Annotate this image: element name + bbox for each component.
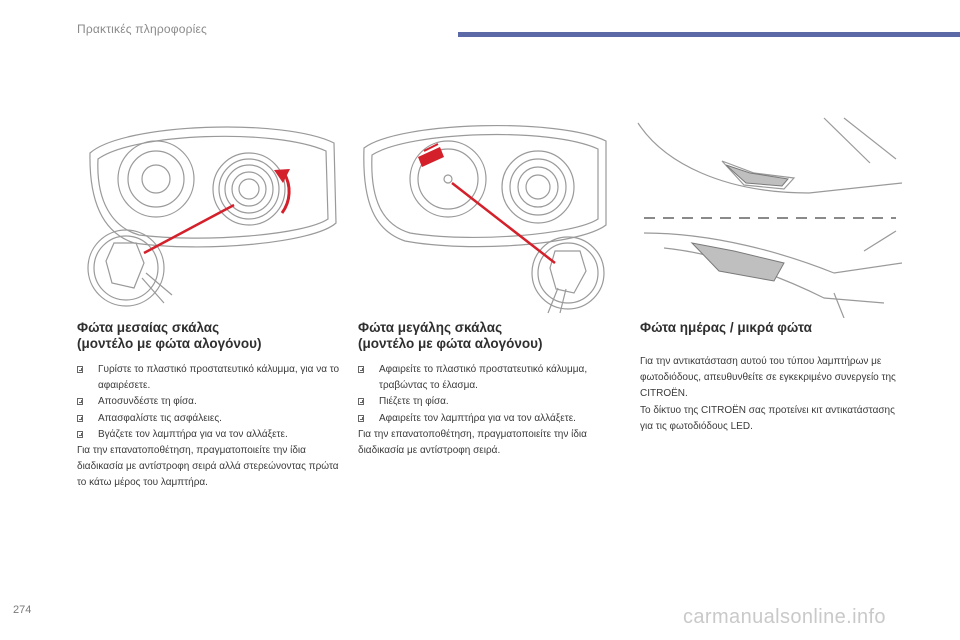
checkbox-icon [77,366,83,373]
checkbox-icon [77,415,83,422]
watermark: carmanualsonline.info [683,606,886,628]
section-title [358,320,613,352]
section-title-line1: Φώτα μεγάλης σκάλας [358,320,503,335]
checkbox-icon [358,415,364,422]
low-beam-headlamp-drawing [84,113,339,318]
checkbox-icon [358,366,364,373]
step-item: Αφαιρείτε το πλαστικό προστατευτικό κάλυμμα, τραβώντας το έλασμα. [358,362,613,394]
section-high-beam [358,320,613,459]
led-paragraph-1: Για την αντικατάσταση αυτού του τύπου λαμπτήρων με φωτοδιόδους, απευθυνθείτε σε εγκεκριμένο συνεργείο της CITROËN. [640,356,896,400]
section-title-line1: Φώτα μεσαίας σκάλας [77,320,220,335]
section-title: Φώτα ημέρας / μικρά φώτα [640,320,812,335]
reassembly-note: Για την επανατοποθέτηση, πραγματοποιείτε την ίδια διαδικασία με αντίστροφη σειρά αλλά στερεώνοντας πρώτα το κάτω μέρος του λαμπτήρα. [77,445,339,489]
step-item: Γυρίστε το πλαστικό προστατευτικό κάλυμμα, για να το αφαιρέσετε. [77,362,345,394]
section-low-beam [77,320,345,492]
illustration-high-beam [360,113,610,318]
illustration-low-beam [84,113,339,318]
checkbox-icon [77,431,83,438]
checkbox-icon [358,398,364,405]
high-beam-headlamp-drawing [360,113,610,318]
reassembly-note: Για την επανατοποθέτηση, πραγματοποιείτε την ίδια διαδικασία με αντίστροφη σειρά. [358,428,587,457]
step-list [77,362,345,443]
section-daytime-lights [640,320,910,435]
step-item: Απασφαλίστε τις ασφάλειες. [77,411,345,427]
checkbox-icon [77,398,83,405]
step-item: Αποσυνδέστε τη φίσα. [77,394,345,410]
step-list [358,362,613,427]
led-paragraph-2: Το δίκτυο της CITROËN σας προτείνει κιτ αντικατάστασης για τις φωτοδιόδους LED. [640,404,895,432]
section-title-line2: (μοντέλο με φώτα αλογόνου) [77,336,262,351]
section-title-line2: (μοντέλο με φώτα αλογόνου) [358,336,543,351]
illustration-daytime-lights [634,113,904,318]
section-title [77,320,345,352]
page-number: 274 [13,604,32,616]
daytime-lights-drawing [634,113,904,318]
step-item: Βγάζετε τον λαμπτήρα για να τον αλλάξετε. [77,427,345,443]
header-title: Πρακτικές πληροφορίες [77,22,208,36]
step-item: Αφαιρείτε τον λαμπτήρα για να τον αλλάξετε. [358,411,613,427]
header-bar [458,32,960,37]
step-item: Πιέζετε τη φίσα. [358,394,613,410]
